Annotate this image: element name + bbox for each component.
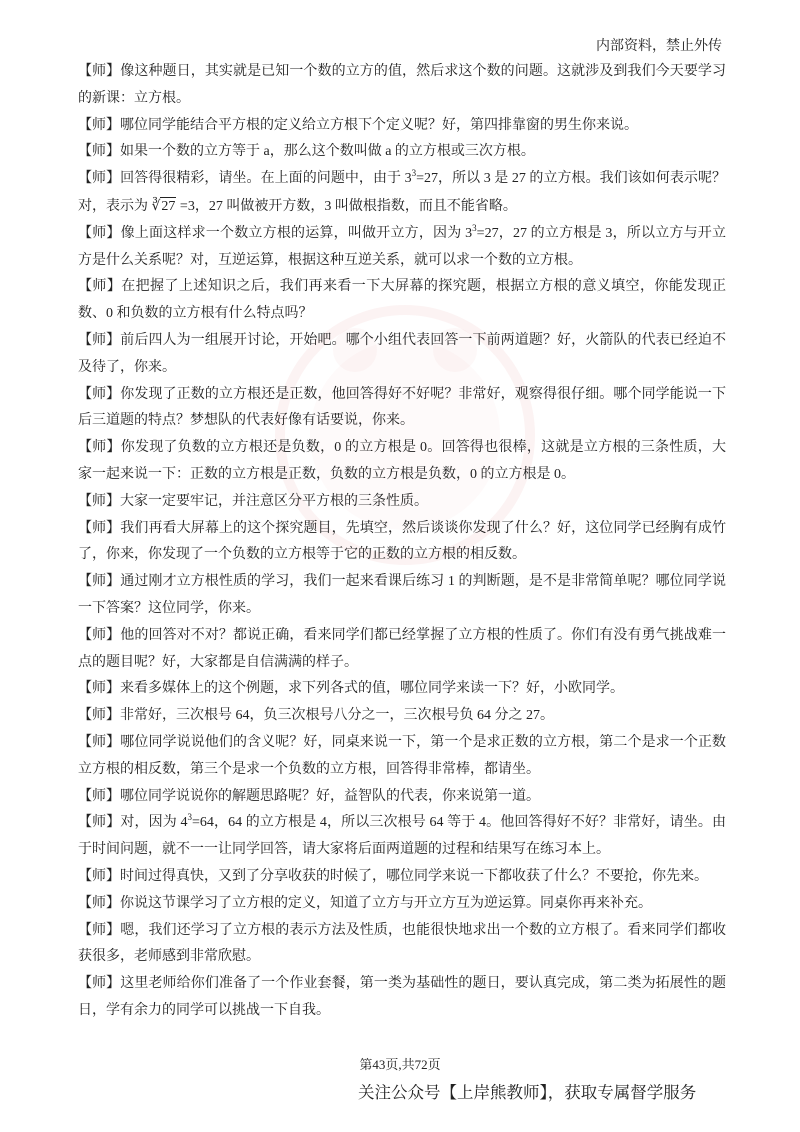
dialogue-paragraph: [78, 810, 726, 864]
speaker-tag: 【师】: [78, 868, 120, 884]
paragraph-text: =27，所以 3 是 27 的立方根。我们该如何表示呢？对，表示为: [78, 171, 727, 214]
paragraph-text: 如果一个数的立方等于 a，那么这个数叫做 a 的立方根或三次方根。: [120, 144, 535, 160]
speaker-tag: 【师】: [78, 386, 121, 402]
dialogue-paragraph: [78, 166, 726, 221]
paragraph-text: 大家一定要牢记，并注意区分平方根的三条性质。: [120, 493, 428, 509]
header-notice: 内部资料，禁止外传: [596, 39, 722, 54]
paragraph-text: 在把握了上述知识之后，我们再来看一下大屏幕的探究题，根据立方根的意义填空，你能发现正数、0 和负数的立方根有什么特点吗？: [78, 279, 727, 322]
dialogue-paragraph: [78, 703, 726, 730]
paragraph-text: 你发现了正数的立方根还是正数，他回答得好不好呢？非常好，观察得很仔细。哪个同学能说一下后三道题的特点？梦想队的代表好像有话要说，你来。: [78, 386, 727, 429]
dialogue-paragraph: [78, 891, 726, 918]
dialogue-paragraph: [78, 139, 726, 166]
dialogue-paragraph: [78, 623, 726, 677]
dialogue-paragraph: [78, 676, 726, 703]
dialogue-paragraph: [78, 516, 726, 570]
paragraph-text: 他的回答对不对？都说正确，看来同学们都已经掌握了立方根的性质了。你们有没有勇气挑战难一点的题目呢？好，大家都是自信满满的样子。: [78, 627, 727, 670]
dialogue-paragraph: [78, 59, 726, 113]
exponent: 3: [472, 222, 477, 233]
speaker-tag: 【师】: [78, 574, 121, 590]
dialogue-paragraph: [78, 569, 726, 623]
paragraph-text: 哪位同学能结合平方根的定义给立方根下个定义呢？好，第四排靠窗的男生你来说。: [120, 117, 638, 133]
exponent: 3: [187, 812, 192, 823]
paragraph-text: 哪位同学说说你的解题思路呢？好，益智队的代表，你来说第一道。: [120, 788, 540, 804]
dialogue-paragraph: [78, 113, 726, 140]
speaker-tag: 【师】: [78, 117, 120, 133]
paragraph-text: 哪位同学说说他们的含义呢？好，同桌来说一下，第一个是求正数的立方根，第二个是求一个正数立方根的相反数，第三个是求一个负数的立方根，回答得非常棒，都请坐。: [78, 734, 727, 777]
speaker-tag: 【师】: [78, 493, 120, 509]
speaker-tag: 【师】: [78, 895, 120, 911]
paragraph-text: =64，64 的立方根是 4，所以三次根号 64 等于 4。他回答得好不好？非常好，请坐。由于时间问题，就不一一让同学回答，请大家将后面两道题的过程和结果写在练习本上。: [78, 815, 727, 858]
paragraph-text: 通过刚才立方根性质的学习，我们一起来看课后练习 1 的判断题，是不是非常简单呢？哪位同学说一下答案？这位同学，你来。: [78, 574, 727, 616]
speaker-tag: 【师】: [78, 976, 121, 992]
radical-sign: ∛: [151, 197, 161, 214]
paragraph-text: 你说这节课学习了立方根的定义，知道了立方与开立方互为逆运算。同桌你再来补充。: [120, 895, 652, 911]
speaker-tag: 【师】: [78, 144, 120, 160]
dialogue-paragraph: [78, 328, 726, 382]
paragraph-text: 这里老师给你们准备了一个作业套餐，第一类为基础性的题日，要认真完成，第二类为拓展性的题日，学有余力的同学可以挑战一下自我。: [78, 976, 727, 1018]
speaker-tag: 【师】: [78, 708, 120, 724]
cube-root-expression: [152, 199, 177, 214]
speaker-tag: 【师】: [78, 440, 121, 456]
dialogue-paragraph: [78, 971, 726, 1025]
paragraph-text: 对，因为 4: [120, 815, 188, 831]
speaker-tag: 【师】: [78, 225, 121, 241]
paragraph-text: 回答得很精彩，请坐。在上面的问题中，由于 3: [120, 171, 412, 187]
dialogue-paragraph: [78, 221, 726, 275]
paragraph-text: =27，27 的立方根是 3，所以立方与开立方是什么关系呢？对，互逆运算，根据这种互逆关系，就可以求一个数的立方根。: [78, 225, 727, 268]
dialogue-paragraph: [78, 730, 726, 784]
speaker-tag: 【师】: [78, 520, 121, 536]
speaker-tag: 【师】: [78, 332, 121, 348]
dialogue-paragraph: [78, 435, 726, 489]
dialogue-paragraph: [78, 382, 726, 436]
speaker-tag: 【师】: [78, 627, 121, 643]
dialogue-paragraph: [78, 274, 726, 328]
paragraph-text: 嗯，我们还学习了立方根的表示方法及性质，也能很快地求出一个数的立方根了。看来同学们都收获很多，老师感到非常欣慰。: [78, 922, 727, 965]
paragraph-text: =3，27 叫做被开方数，3 叫做根指数，而且不能省略。: [176, 198, 517, 214]
speaker-tag: 【师】: [78, 788, 120, 804]
speaker-tag: 【师】: [78, 681, 120, 697]
footer-promo: 关注公众号【上岸熊教师】，获取专属督学服务: [358, 1083, 697, 1102]
dialogue-paragraph: [78, 784, 726, 811]
paragraph-text: 像上面这样求一个数立方根的运算，叫做开立方，因为 3: [120, 225, 473, 241]
radicand: 27: [161, 198, 176, 214]
paragraph-text: 你发现了负数的立方根还是负数，0 的立方根是 0。回答得也很棒，这就是立方根的三条性质，大家一起来说一下：正数的立方根是正数，负数的立方根是负数，0 的立方根是 0。: [78, 440, 726, 482]
speaker-tag: 【师】: [78, 734, 121, 750]
speaker-tag: 【师】: [78, 64, 121, 79]
paragraph-text: 前后四人为一组展开讨论，开始吧。哪个小组代表回答一下前两道题？好，火箭队的代表已经迫不及待了，你来。: [78, 332, 727, 375]
page-number: 第43页,共72页: [359, 1057, 441, 1072]
speaker-tag: 【师】: [78, 171, 121, 187]
paragraph-text: 非常好，三次根号 64，负三次根号八分之一，三次根号负 64 分之 27。: [120, 708, 554, 724]
speaker-tag: 【师】: [78, 815, 121, 831]
speaker-tag: 【师】: [78, 279, 122, 295]
dialogue-paragraph: [78, 489, 726, 516]
paragraph-text: 来看多媒体上的这个例题，求下列各式的值，哪位同学来读一下？好，小欧同学。: [120, 681, 624, 697]
paragraph-text: 我们再看大屏幕上的这个探究题目，先填空，然后谈谈你发现了什么？好，这位同学已经胸有成竹了，你来，你发现了一个负数的立方根等于它的正数的立方根的相反数。: [78, 520, 727, 563]
dialogue-paragraph: [78, 864, 726, 891]
exponent: 3: [411, 168, 417, 179]
dialogue-paragraph: [78, 918, 726, 972]
speaker-tag: 【师】: [78, 922, 121, 938]
paragraph-text: 像这种题日，其实就是已知一个数的立方的值，然后求这个数的问题。这就涉及到我们今天要学习的新课：立方根。: [78, 64, 727, 106]
paragraph-text: 时间过得真快，又到了分享收获的时候了，哪位同学来说一下都收获了什么？不要抢，你先来。: [120, 868, 708, 884]
lesson-dialogue: [78, 59, 726, 1025]
